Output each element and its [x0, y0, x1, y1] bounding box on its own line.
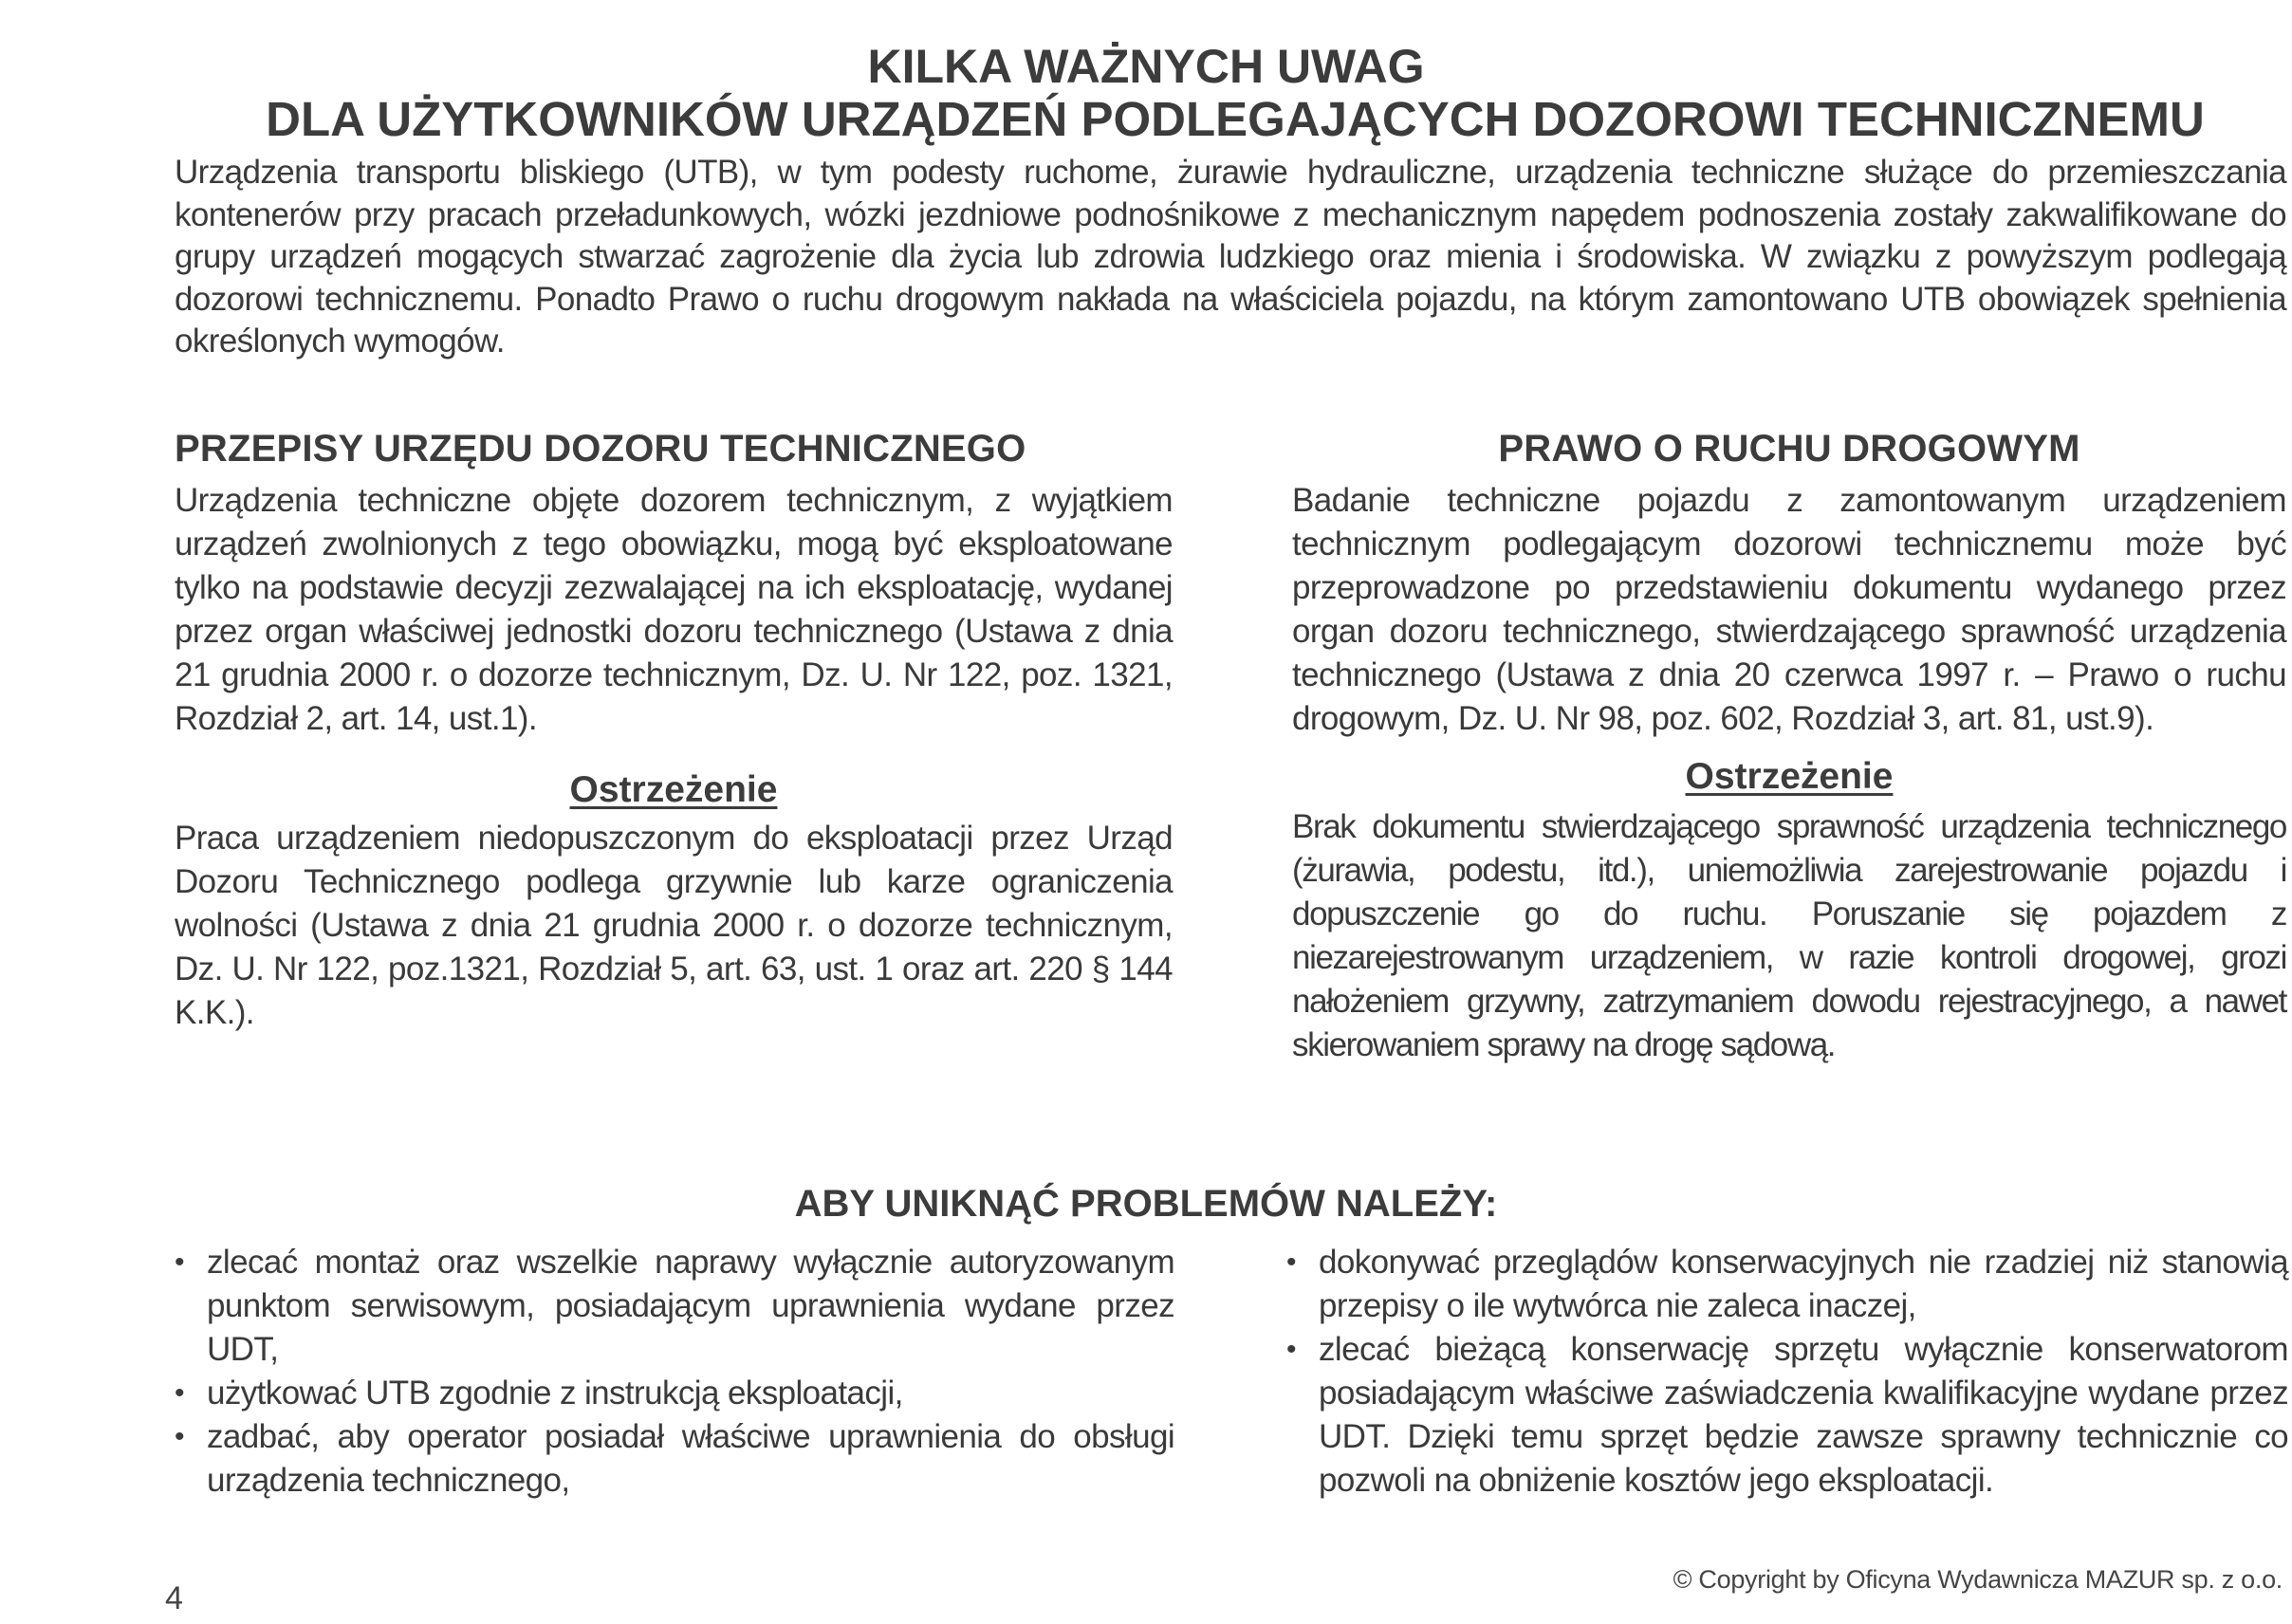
bullet-icon: •: [1286, 1334, 1296, 1365]
list-item-text: zlecać bieżącą konserwację sprzętu wyłącznie konserwatorom posiadającym właściwe zaświadczenia kwalifikacyjne wydane przez UDT. Dzięki temu sprzęt będzie zawsze sprawny technicznie co pozwoli na obniżenie kosztów jego eksploatacji.: [1319, 1331, 2288, 1499]
bullet-icon: •: [175, 1377, 184, 1409]
list-item-text: użytkować UTB zgodnie z instrukcją eksploatacji,: [207, 1375, 903, 1412]
list-item: [169, 1372, 1174, 1415]
udt-regulations-section: [175, 422, 1173, 1035]
list-item: [1281, 1241, 2288, 1328]
udt-warning-body: Praca urządzeniem niedopuszczonym do eksploatacji przez Urząd Dozoru Technicznego podlega grzywnie lub karze ograniczenia wolności (Ustawa z dnia 21 grudnia 2000 r. o dozorze technicznym, Dz. U. Nr 122, poz.1321, Rozdział 5, art. 63, ust. 1 oraz art. 220 § 144 K.K.).: [175, 820, 1173, 1031]
bullet-icon: •: [1286, 1246, 1296, 1278]
udt-regulations-heading: PRZEPISY URZĘDU DOZORU TECHNICZNEGO: [175, 428, 1026, 470]
list-item: [169, 1241, 1174, 1372]
udt-regulations-body: Urządzenia techniczne objęte dozorem technicznym, z wyjątkiem urządzeń zwolnionych z tego obowiązku, mogą być eksploatowane tylko na podstawie decyzji zezwalającej na ich eksploatację, wydanej przez organ właściwej jednostki dozoru technicznego (Ustawa z dnia 21 grudnia 2000 r. o dozorze technicznym, Dz. U. Nr 122, poz. 1321, Rozdział 2, art. 14, ust.1).: [175, 482, 1173, 737]
traffic-law-body: Badanie techniczne pojazdu z zamontowanym urządzeniem technicznym podlegającym dozorowi technicznemu może być przeprowadzone po przedstawieniu dokumentu wydanego przez organ dozoru technicznego, stwierdzającego sprawność urządzenia technicznego (Ustawa z dnia 20 czerwca 1997 r. – Prawo o ruchu drogowym, Dz. U. Nr 98, poz. 602, Rozdział 3, art. 81, ust.9).: [1292, 482, 2286, 737]
copyright-notice: © Copyright by Oficyna Wydawnicza MAZUR sp. z o.o.: [1673, 1565, 2283, 1594]
udt-warning-heading: Ostrzeżenie: [569, 769, 778, 810]
list-item-text: dokonywać przeglądów konserwacyjnych nie rzadziej niż stanowią przepisy o ile wytwórca nie zaleca inaczej,: [1319, 1244, 2288, 1324]
traffic-law-heading: PRAWO O RUCHU DROGOWYM: [1498, 428, 2080, 470]
traffic-law-section: [1292, 422, 2286, 1067]
bullet-icon: •: [175, 1421, 184, 1452]
recommendations-list-left: [169, 1241, 1174, 1503]
page-title-line-2: DLA UŻYTKOWNIKÓW URZĄDZEŃ PODLEGAJĄCYCH DOZOROWI TECHNICZNEMU: [266, 92, 2205, 147]
page-number: 4: [165, 1580, 183, 1616]
list-item-text: zlecać montaż oraz wszelkie naprawy wyłącznie autoryzowanym punktom serwisowym, posiadającym uprawnienia wydane przez UDT,: [207, 1244, 1174, 1368]
bullet-icon: •: [175, 1246, 184, 1278]
list-item: [1281, 1328, 2288, 1503]
recommendations-heading: ABY UNIKNĄĆ PROBLEMÓW NALEŻY:: [794, 1183, 1498, 1225]
recommendations-list-right: [1281, 1241, 2288, 1503]
list-item: [169, 1415, 1174, 1503]
list-item-text: zadbać, aby operator posiadał właściwe uprawnienia do obsługi urządzenia technicznego,: [207, 1418, 1174, 1499]
intro-paragraph: Urządzenia transportu bliskiego (UTB), w tym podesty ruchome, żurawie hydrauliczne, urządzenia techniczne służące do przemieszczania kontenerów przy pracach przeładunkowych, wózki jezdniowe podnośnikowe z mechanicznym napędem podnoszenia zostały zakwalifikowane do grupy urządzeń mogących stwarzać zagrożenie dla życia lub zdrowia ludzkiego oraz mienia i środowiska. W związku z powyższym podlegają dozorowi technicznemu. Ponadto Prawo o ruchu drogowym nakłada na właściciela pojazdu, na którym zamontowano UTB obowiązek spełnienia określonych wymogów.: [175, 154, 2286, 360]
page-title-line-1: KILKA WAŻNYCH UWAG: [867, 39, 1425, 93]
traffic-law-warning-body: Brak dokumentu stwierdzającego sprawność urządzenia technicznego (żurawia, podestu, itd.), uniemożliwia zarejestrowanie pojazdu i dopuszczenie go do ruchu. Poruszanie się pojazdem z niezarejestrowanym urządzeniem, w razie kontroli drogowej, grozi nałożeniem grzywny, zatrzymaniem dowodu rejestracyjnego, a nawet skierowaniem sprawy na drogę sądową.: [1292, 808, 2286, 1063]
traffic-law-warning-heading: Ostrzeżenie: [1685, 756, 1894, 797]
